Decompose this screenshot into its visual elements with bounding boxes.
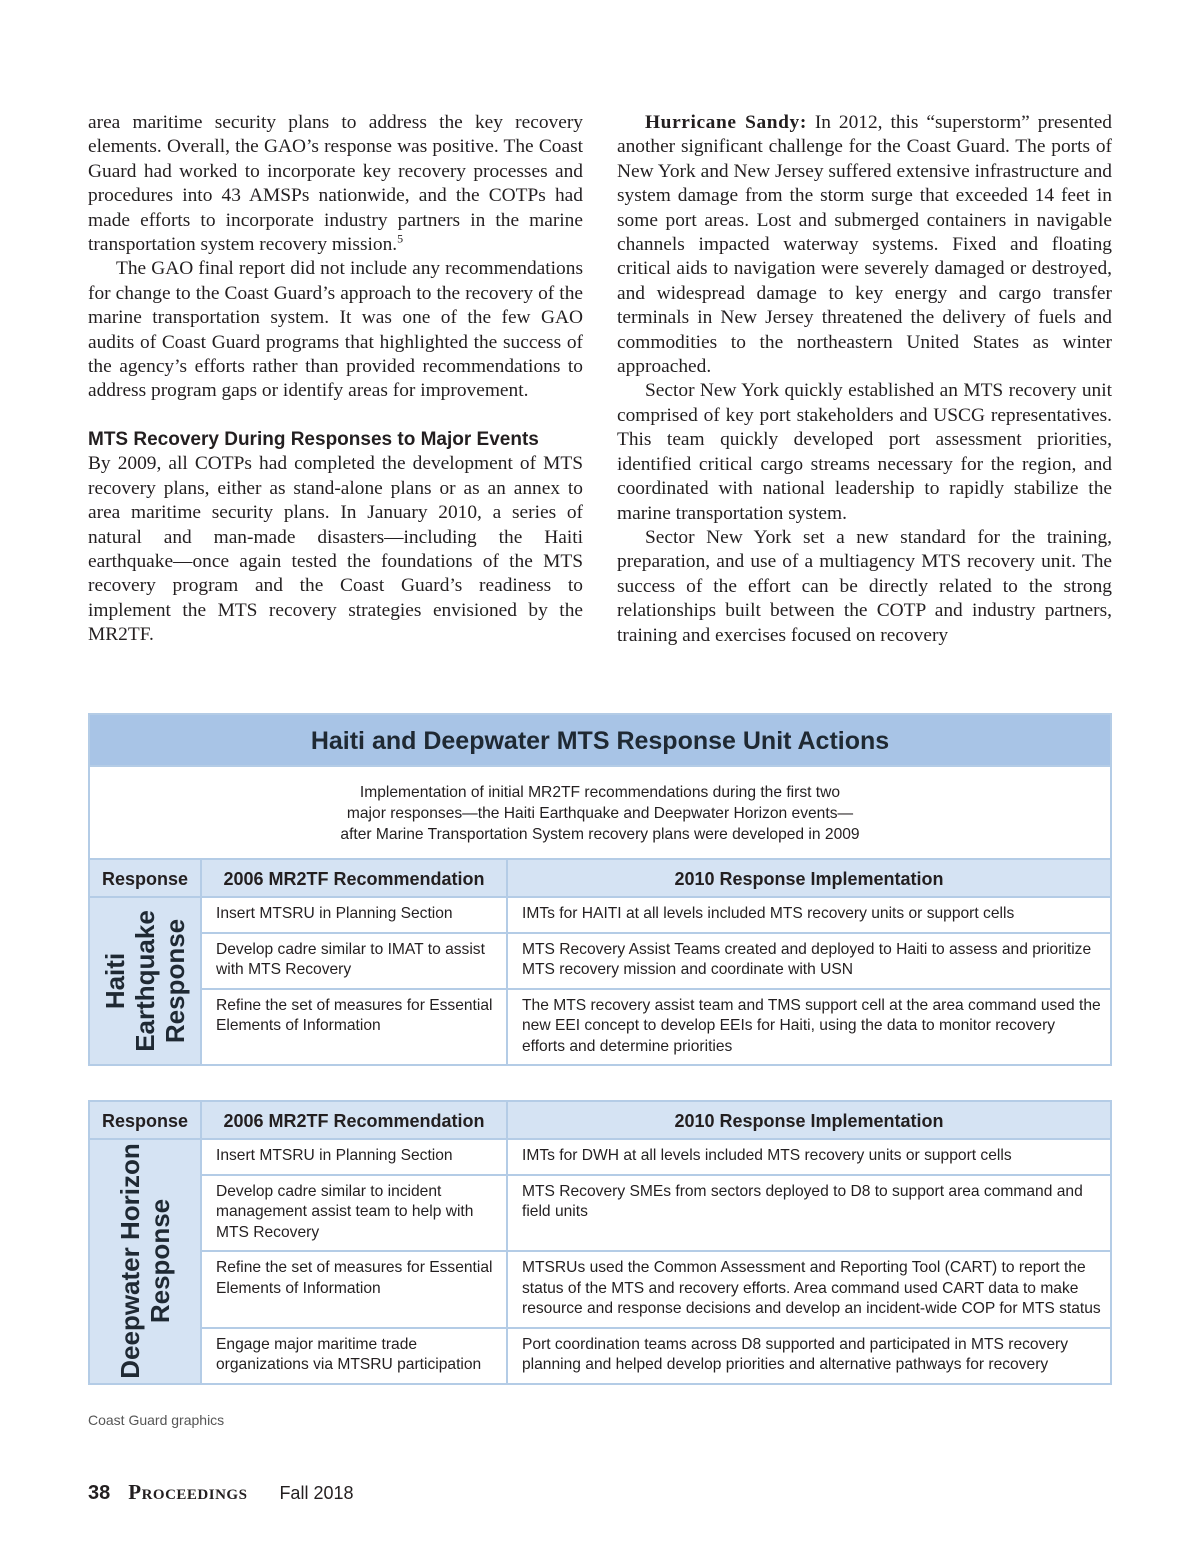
footnote-ref[interactable]: 5 (397, 231, 404, 246)
haiti-rows (202, 898, 1110, 1064)
left-paragraph-2: The GAO final report did not include any recommendations for change to the Coast Guard’s approach to the recovery of the marine transportation system. It was one of the few GAO audits of Coast Guard programs that highlighted the success of the agency’s efforts rather than provided recommendations to address program gaps or identify areas for improvement. (88, 258, 583, 402)
section-heading: MTS Recovery During Responses to Major Events (88, 428, 539, 450)
right-paragraph-3: Sector New York set a new standard for the training, preparation, and use of a multiagency MTS recovery unit. The success of the effort can be directly related to the strong relationships built between the COTP and industry partners, training and exercises focused on recovery (617, 526, 1112, 646)
table-subtitle: Implementation of initial MR2TF recommendations during the first two major responses—the Haiti Earthquake and Deepwater Horizon events— after Marine Transportation System recovery plans were developed in 2009 (90, 767, 1110, 860)
table-header-row (90, 1102, 1110, 1140)
right-paragraph-1: Hurricane Sandy: In 2012, this “superstorm” presented another significant challenge for the Coast Guard. The ports of New York and New Jersey suffered extensive infrastructure and system damage from the storm surge that exceeded 14 feet in some port areas. Lost and submerged containers in navigable channels impacted waterway systems. Fixed and floating critical aids to navigation were severely damaged or destroyed, and widespread damage to key energy and cargo transfer terminals in New Jersey threatened the delivery of fuels and commodities to the northeastern United States as winter approached. (617, 112, 1112, 378)
page-footer (88, 1480, 354, 1508)
header-implementation: 2010 Response Implementation (674, 869, 944, 889)
table-row (202, 1329, 1110, 1383)
left-column (88, 111, 583, 648)
recommendation-cell: Develop cadre similar to IMAT to assist with MTS Recovery (202, 934, 508, 988)
implementation-cell: IMTs for DWH at all levels included MTS recovery units or support cells (522, 1147, 1012, 1164)
implementation-cell: MTS Recovery SMEs from sectors deployed to D8 to support area command and field units (522, 1182, 1083, 1220)
recommendation-cell: Refine the set of measures for Essential Elements of Information (202, 1252, 508, 1327)
haiti-side-cell (90, 898, 202, 1064)
graphic-credit: Coast Guard graphics (88, 1412, 225, 1428)
deepwater-side-cell (90, 1140, 202, 1383)
table-row (202, 898, 1110, 934)
right-column (617, 111, 1112, 648)
implementation-cell: MTSRUs used the Common Assessment and Reporting Tool (CART) to report the status of the MTS and recovery efforts. Area command used CART data to make resource and response decisions and develop an incident-wide COP for MTS status (522, 1259, 1101, 1317)
left-paragraph-3: By 2009, all COTPs had completed the development of MTS recovery plans, either as stand-alone plans or as an annex to area maritime security plans. In January 2010, a series of natural and man-made disasters—including the Haiti earthquake—once again tested the foundations of the MTS recovery program and the Coast Guard’s readiness to implement the MTS recovery strategies envisioned by the MR2TF. (88, 453, 583, 646)
haiti-response-label: Haiti Earthquake Response (100, 910, 190, 1052)
deepwater-body (90, 1140, 1110, 1383)
deepwater-response-label: Deepwater Horizon Response (115, 1143, 175, 1379)
left-paragraph-1: area maritime security plans to address the key recovery elements. Overall, the GAO’s response was positive. The Coast Guard had worked to incorporate key recovery processes and procedures into 43 AMSPs nationwide, and the COTPs had made efforts to incorporate industry partners in the marine transportation system recovery mission.$^5$ (88, 112, 583, 256)
recommendation-cell: Insert MTSRU in Planning Section (202, 1140, 508, 1174)
table-header-row (90, 860, 1110, 898)
table-row (202, 1176, 1110, 1253)
deepwater-rows (202, 1140, 1110, 1383)
recommendation-cell: Engage major maritime trade organizations via MTSRU participation (202, 1329, 508, 1383)
implementation-cell: MTS Recovery Assist Teams created and deployed to Haiti to assess and prioritize MTS recovery mission and coordinate with USN (522, 940, 1092, 978)
issue-date: Fall 2018 (279, 1483, 354, 1503)
table-row (202, 990, 1110, 1065)
magazine-name: Proceedings (128, 1480, 248, 1504)
implementation-cell: IMTs for HAITI at all levels included MTS recovery units or support cells (522, 905, 1015, 922)
page-number: 38 (88, 1482, 111, 1504)
implementation-cell: Port coordination teams across D8 supported and participated in MTS recovery planning and helped develop priorities and alternative pathways for recovery (522, 1335, 1069, 1373)
implementation-cell: The MTS recovery assist team and TMS support cell at the area command used the new EEI concept to develop EEIs for Haiti, using the data to monitor recovery efforts and determine priorities (522, 996, 1101, 1055)
header-response: Response (90, 1102, 202, 1138)
table-title: Haiti and Deepwater MTS Response Unit Actions (90, 715, 1110, 767)
header-recommendation: 2006 MR2TF Recommendation (202, 860, 508, 896)
table-row (202, 1252, 1110, 1329)
right-paragraph-2: Sector New York quickly established an MTS recovery unit comprised of key port stakeholders and USCG representatives. This team quickly developed port assessment priorities, identified critical cargo streams necessary for the region, and coordinated with national leadership to rapidly stabilize the marine transportation system. (617, 380, 1112, 524)
haiti-body (90, 898, 1110, 1064)
header-response: Response (90, 860, 202, 896)
recommendation-cell: Develop cadre similar to incident management assist team to help with MTS Recovery (202, 1176, 508, 1251)
header-implementation: 2010 Response Implementation (674, 1111, 944, 1131)
lead-in: Hurricane Sandy: (645, 112, 807, 133)
recommendation-cell: Refine the set of measures for Essential Elements of Information (202, 990, 508, 1065)
header-recommendation: 2006 MR2TF Recommendation (202, 1102, 508, 1138)
deepwater-table (88, 1100, 1112, 1385)
table-row (202, 1140, 1110, 1176)
recommendation-cell: Insert MTSRU in Planning Section (202, 898, 508, 932)
haiti-table (88, 713, 1112, 1066)
table-row (202, 934, 1110, 990)
